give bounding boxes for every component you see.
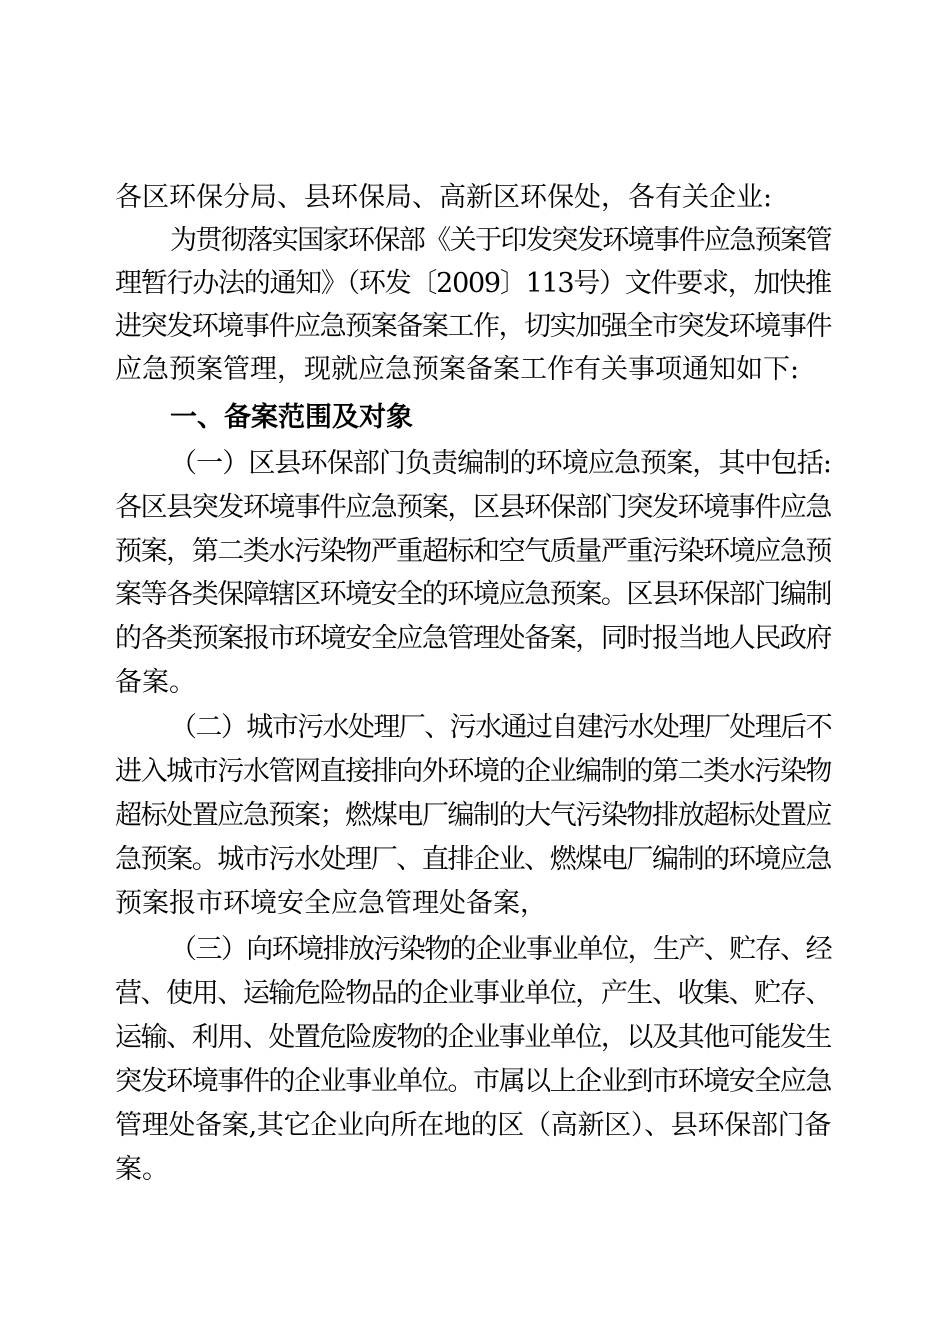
item-2-line-4: 急预案。城市污水处理厂、直排企业、燃煤电厂编制的环境应急 xyxy=(115,844,831,875)
item-2-line-3: 超标处置应急预案；燃煤电厂编制的大气污染物排放超标处置应 xyxy=(115,800,831,831)
item-1-line-6: 备案。 xyxy=(115,667,196,698)
intro-paragraph-line-3: 进突发环境事件应急预案备案工作，切实加强全市突发环境事件 xyxy=(115,311,831,342)
item-3-line-6: 案。 xyxy=(115,1154,169,1185)
item-1-line-2: 各区县突发环境事件应急预案，区县环保部门突发环境事件应急 xyxy=(115,492,831,523)
item-3-line-2: 营、使用、运输危险物品的企业事业单位，产生、收集、贮存、 xyxy=(115,978,831,1009)
item-2-line-5: 预案报市环境安全应急管理处备案， xyxy=(115,888,547,919)
item-2-line-2: 进入城市污水管网直接排向外环境的企业编制的第二类水污染物 xyxy=(115,756,831,787)
item-3-line-4: 突发环境事件的企业事业单位。市属以上企业到市环境安全应急 xyxy=(115,1066,831,1097)
item-2-line-1: （二）城市污水处理厂、污水通过自建污水处理厂处理后不 xyxy=(170,712,831,743)
item-3-line-5: 管理处备案,其它企业向所在地的区（高新区）、县环保部门备 xyxy=(115,1110,832,1141)
salutation-line: 各区环保分局、县环保局、高新区环保处，各有关企业: xyxy=(115,182,773,213)
intro-paragraph-line-1: 为贯彻落实国家环保部《关于印发突发环境事件应急预案管 xyxy=(170,225,831,256)
section-heading-1: 一、备案范围及对象 xyxy=(170,402,413,433)
item-1-line-4: 案等各类保障辖区环境安全的环境应急预案。区县环保部门编制 xyxy=(115,579,831,610)
item-1-line-5: 的各类预案报市环境安全应急管理处备案，同时报当地人民政府 xyxy=(115,623,831,654)
item-3-line-1: （三）向环境排放污染物的企业事业单位，生产、贮存、经 xyxy=(170,934,831,965)
intro-paragraph-line-2: 理暂行办法的通知》（环发〔2009〕113号）文件要求，加快推 xyxy=(115,268,831,299)
item-3-line-3: 运输、利用、处置危险废物的企业事业单位，以及其他可能发生 xyxy=(115,1022,831,1053)
item-1-line-1: （一）区县环保部门负责编制的环境应急预案，其中包括: xyxy=(170,448,832,479)
intro-paragraph-line-4: 应急预案管理，现就应急预案备案工作有关事项通知如下: xyxy=(115,354,800,385)
item-1-line-3: 预案，第二类水污染物严重超标和空气质量严重污染环境应急预 xyxy=(115,536,831,567)
